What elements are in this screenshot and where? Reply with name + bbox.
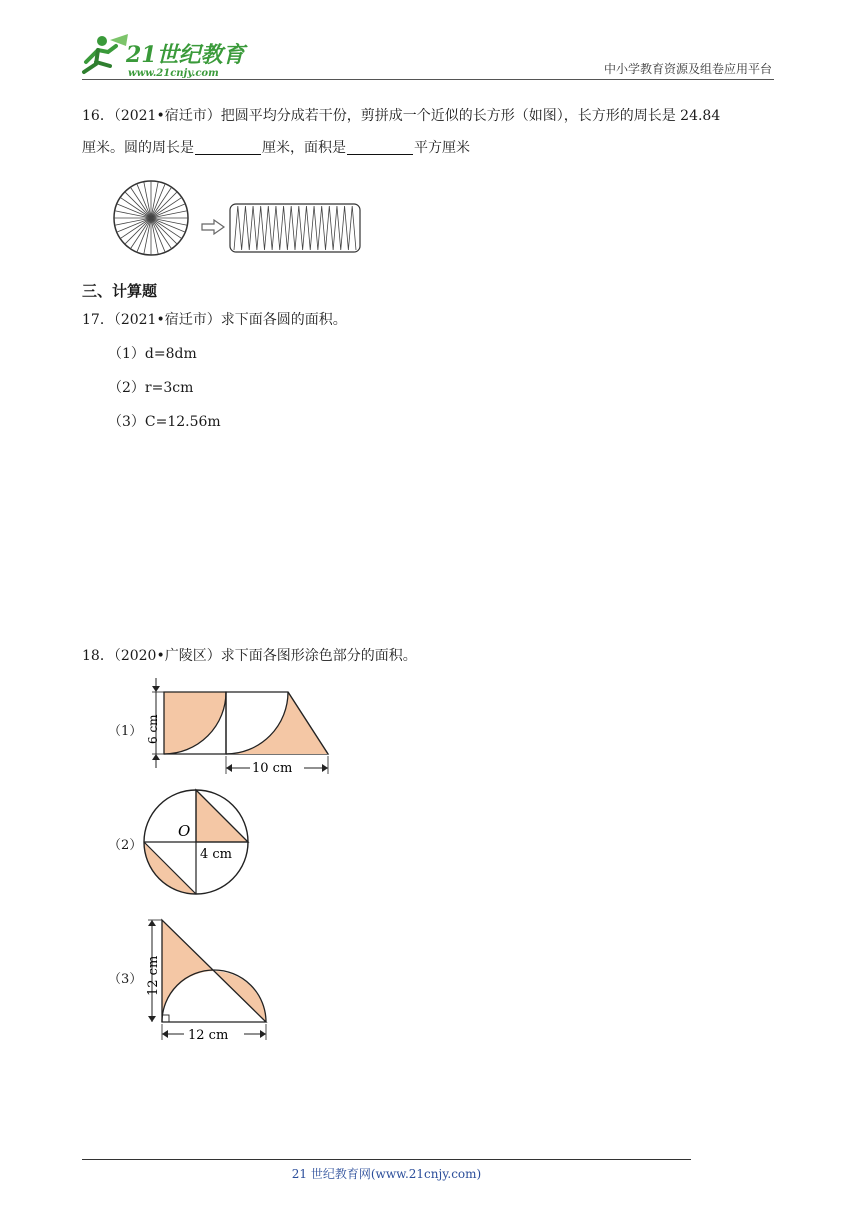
footer-divider (82, 1159, 691, 1160)
q18-figure-3 (140, 912, 280, 1048)
fig2-center-label: O (178, 822, 191, 840)
rectangle-zigzag (234, 206, 356, 250)
q16-line1 (82, 106, 720, 126)
q17-text: （2021•宿迁市）求下面各圆的面积。 (113, 312, 347, 328)
q17-item-3: （3）C=12.56m (108, 414, 221, 430)
fig1-width-label: 10 cm (252, 761, 293, 776)
header-divider (82, 79, 774, 80)
q17-item-2: （2）r=3cm (108, 380, 194, 396)
platform-name: 中小学教育资源及组卷应用平台 (603, 62, 772, 76)
q18-text: （2020•广陵区）求下面各图形涂色部分的面积。 (113, 648, 417, 664)
q18-number: 18． (82, 648, 114, 664)
q16-blank-circumference[interactable] (195, 140, 261, 155)
circle-sector-line (151, 218, 177, 244)
q18-stem (82, 646, 417, 666)
q18-fig3-label: （3） (108, 972, 143, 987)
logo-text: 21世纪教育 (126, 42, 245, 68)
q18-figure-2 (140, 784, 270, 896)
q16-text-b: 厘米，面积是 (262, 140, 346, 156)
q17-stem (82, 310, 347, 330)
q17-number: 17． (82, 312, 114, 328)
q18-fig1-label: （1） (108, 724, 143, 739)
q16-text-c: 平方厘米 (414, 140, 470, 156)
q16-number: 16． (82, 108, 114, 124)
q18-fig2-label: （2） (108, 838, 143, 853)
q16-blank-area[interactable] (347, 140, 413, 155)
fig3-width-label: 12 cm (188, 1028, 229, 1043)
q16-stem: （2021•宿迁市）把圆平均分成若干份，剪拼成一个近似的长方形（如图），长方形的周长是 24.84 (113, 108, 721, 124)
fig1-height-label: 6 cm (146, 714, 160, 744)
section-title: 三、计算题 (82, 282, 158, 300)
fig2-radius-label: 4 cm (200, 847, 233, 862)
circle-sector-line (151, 192, 177, 218)
fig3-height-label: 12 cm (146, 955, 161, 996)
arrow-icon (202, 220, 224, 234)
divided-circle (114, 181, 188, 255)
q18-figure-1 (140, 672, 340, 782)
circle-sector-line (125, 218, 151, 244)
q16-text-a: 厘米。圆的周长是 (82, 140, 194, 156)
logo-url: www.21cnjy.com (128, 68, 219, 79)
footer-link[interactable]: 21 世纪教育网(www.21cnjy.com) (291, 1167, 482, 1181)
approx-rectangle (230, 204, 360, 252)
q16-figure (108, 180, 368, 260)
circle-sector-line (125, 192, 151, 218)
q16-line2 (82, 138, 470, 158)
q17-item-1: （1）d=8dm (108, 346, 197, 362)
